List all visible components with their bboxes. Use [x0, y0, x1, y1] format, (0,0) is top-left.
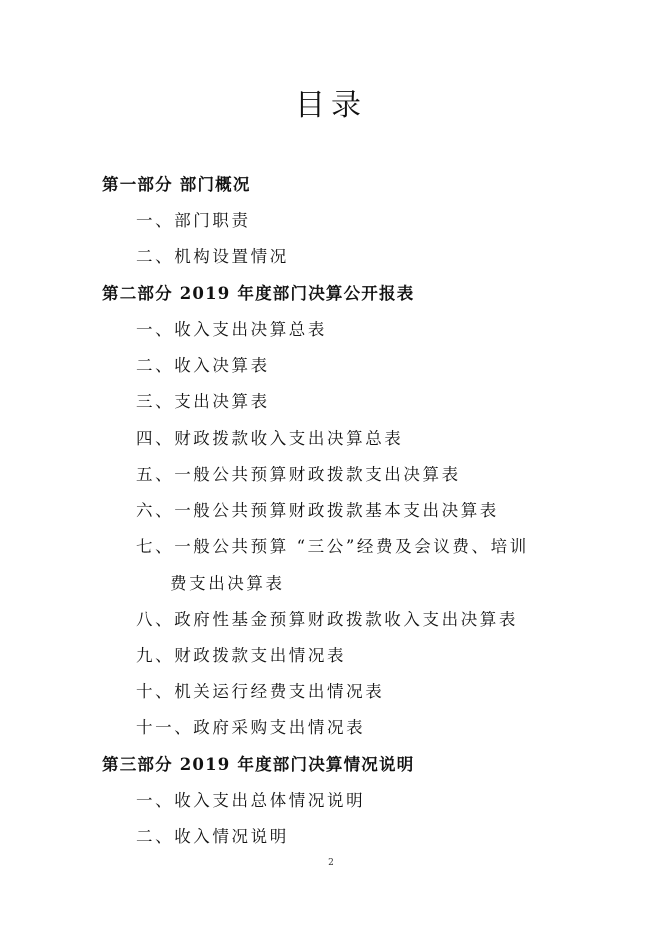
page-title: 目录: [295, 88, 367, 123]
toc-item: 一、收入支出总体情况说明: [136, 791, 366, 810]
page-number: 2: [328, 858, 334, 868]
toc-item: 十、机关运行经费支出情况表: [136, 682, 385, 701]
toc-item: 七、一般公共预算 “三公”经费及会议费、培训: [136, 537, 529, 556]
toc-item-continuation: 费支出决算表: [170, 574, 285, 593]
section-heading-part-3: 第三部分 2019 年度部门决算情况说明: [102, 755, 415, 774]
toc-item: 三、支出决算表: [136, 392, 270, 411]
toc-item: 六、一般公共预算财政拨款基本支出决算表: [136, 501, 499, 520]
toc-item: 四、财政拨款收入支出决算总表: [136, 429, 404, 448]
toc-item: 八、政府性基金预算财政拨款收入支出决算表: [136, 610, 518, 629]
toc-item: 二、收入情况说明: [136, 827, 289, 846]
section-heading-part-1: 第一部分 部门概况: [102, 175, 251, 194]
toc-item: 二、收入决算表: [136, 356, 270, 375]
section-heading-part-2: 第二部分 2019 年度部门决算公开报表: [102, 284, 415, 303]
toc-item: 一、收入支出决算总表: [136, 320, 327, 339]
toc-item: 五、一般公共预算财政拨款支出决算表: [136, 465, 461, 484]
toc-item: 二、机构设置情况: [136, 247, 289, 266]
toc-item: 一、部门职责: [136, 211, 251, 230]
toc-item: 九、财政拨款支出情况表: [136, 646, 347, 665]
toc-item: 十一、政府采购支出情况表: [136, 718, 366, 737]
